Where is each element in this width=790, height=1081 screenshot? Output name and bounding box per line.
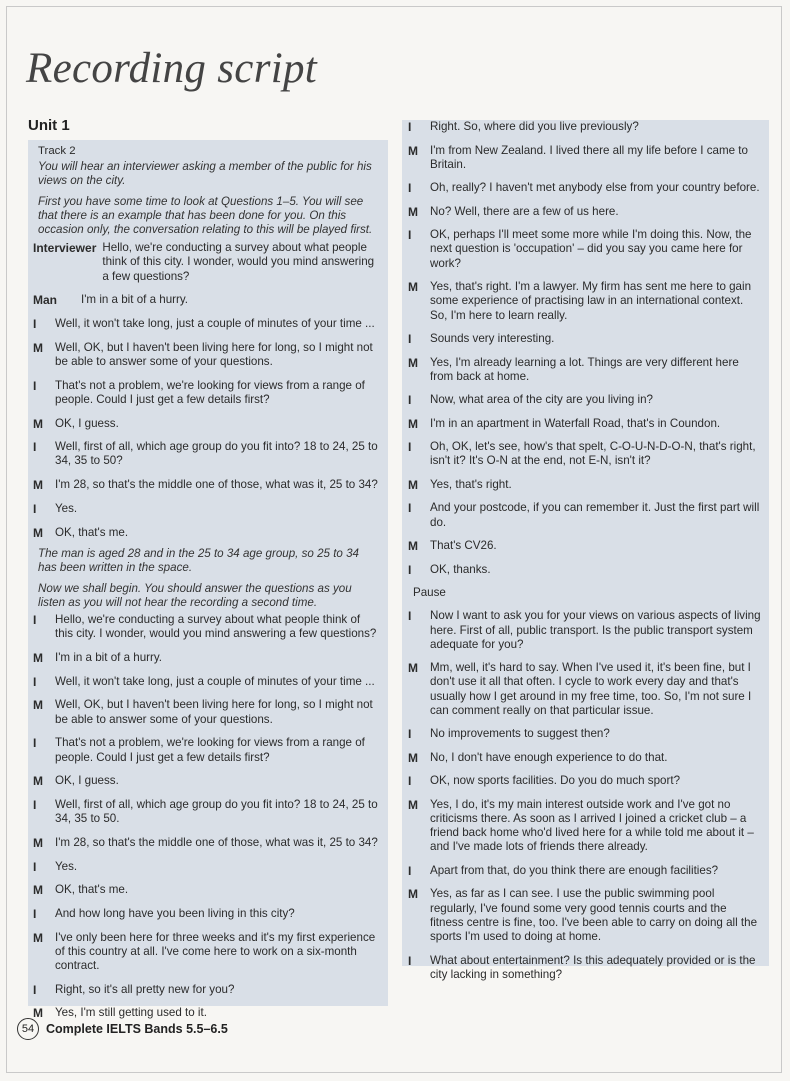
- speaker-label: I: [408, 727, 412, 742]
- page-footer: [17, 1018, 228, 1040]
- dialogue-text: Well, it won't take long, just a couple of minutes of your time ...: [55, 317, 375, 331]
- track-label: Track 2: [38, 145, 76, 157]
- dialogue-text: OK, now sports facilities. Do you do much sport?: [430, 774, 681, 788]
- dialogue-line: [33, 341, 380, 369]
- speaker-label: I: [408, 953, 412, 968]
- dialogue-text: I've only been here for three weeks and it's my first experience of this country at all. I've come here to work on a six-month contract.: [55, 930, 376, 973]
- dialogue-text: Hello, we're conducting a survey about what people think of this city. I wonder, would you mind answering a few questions?: [102, 241, 375, 283]
- dialogue-text: Oh, really? I haven't met anybody else from your country before.: [430, 181, 760, 195]
- dialogue-text: That's CV26.: [430, 539, 497, 553]
- dialogue-line: [33, 698, 380, 726]
- speaker-label: Man: [33, 293, 57, 308]
- dialogue-line: [33, 440, 380, 468]
- dialogue-text: Right, so it's all pretty new for you?: [55, 982, 235, 996]
- dialogue-text: Well, OK, but I haven't been living here for long, so I might not be able to answer some of your questions.: [55, 698, 373, 726]
- speaker-label: I: [408, 774, 412, 789]
- speaker-label: M: [33, 416, 43, 431]
- speaker-label: I: [33, 674, 37, 689]
- dialogue-block: [408, 120, 763, 577]
- dialogue-line: [408, 609, 763, 652]
- dialogue-line: [33, 983, 380, 997]
- dialogue-block: [408, 609, 763, 982]
- speaker-label: I: [408, 120, 412, 134]
- dialogue-line: [408, 751, 763, 765]
- speaker-label: M: [408, 539, 418, 554]
- dialogue-text: Yes, I'm already learning a lot. Things are very different here from back at home.: [430, 355, 739, 383]
- dialogue-line: [408, 798, 763, 855]
- page-title: Recording script: [26, 45, 318, 92]
- dialogue-line: [408, 864, 763, 878]
- dialogue-line: [33, 651, 380, 665]
- speaker-label: I: [33, 378, 37, 393]
- dialogue-text: OK, I guess.: [55, 416, 119, 430]
- dialogue-text: Well, it won't take long, just a couple of minutes of your time ...: [55, 674, 375, 688]
- dialogue-text: Yes, I'm still getting used to it.: [55, 1006, 207, 1020]
- dialogue-line: [33, 836, 380, 850]
- dialogue-text: I'm 28, so that's the middle one of those, what was it, 25 to 34?: [55, 835, 378, 849]
- dialogue-line: [408, 393, 763, 407]
- speaker-label: M: [33, 883, 43, 898]
- dialogue-text: I'm in a bit of a hurry.: [55, 650, 163, 664]
- dialogue-line: [33, 860, 380, 874]
- dialogue-text: And how long have you been living in this city?: [55, 906, 295, 920]
- speaker-label: I: [408, 332, 412, 347]
- speaker-label: I: [33, 906, 37, 921]
- speaker-label: M: [33, 525, 43, 540]
- speaker-label: I: [33, 859, 37, 874]
- dialogue-text: That's not a problem, we're looking for views from a range of people. Could I just get a few details first?: [55, 736, 365, 764]
- dialogue-line: [33, 502, 380, 516]
- speaker-label: M: [408, 204, 418, 219]
- dialogue-line: [408, 440, 763, 468]
- intro-note: First you have some time to look at Questions 1–5. You will see that there is an example that has been done for you. On this occasion only, the conversation relating to this will be played first.: [38, 194, 373, 237]
- dialogue-line: [408, 727, 763, 741]
- dialogue-line: [33, 293, 380, 307]
- dialogue-text: Yes, as far as I can see. I use the public swimming pool regularly, I've found some very good tennis courts and the fitness centre is fine, too. I've been able to carry on doing all the sports I'm used to doing at home.: [430, 887, 758, 944]
- speaker-label: I: [33, 501, 37, 516]
- dialogue-text: OK, that's me.: [55, 525, 129, 539]
- dialogue-text: Yes, I do, it's my main interest outside work and I've got no criticisms there. As soon as I arrived I joined a cricket club – a friend back home who'd lived here for a while told me about it – and I've made lots of friends there already.: [430, 797, 754, 854]
- page-number: 54: [17, 1018, 39, 1040]
- dialogue-text: And your postcode, if you can remember it. Just the first part will do.: [430, 501, 760, 529]
- speaker-label: M: [408, 416, 418, 431]
- dialogue-line: [33, 241, 380, 284]
- mid-note: Now we shall begin. You should answer the questions as you listen as you will not hear the recording a second time.: [38, 581, 352, 609]
- dialogue-line: [408, 280, 763, 323]
- dialogue-line: [408, 181, 763, 195]
- unit-heading: Unit 1: [28, 117, 70, 134]
- dialogue-line: [408, 563, 763, 577]
- speaker-label: M: [408, 661, 418, 676]
- dialogue-text: OK, thanks.: [430, 562, 491, 576]
- dialogue-text: Well, OK, but I haven't been living here for long, so I might not be able to answer some of your questions.: [55, 340, 373, 368]
- dialogue-line: [33, 736, 380, 764]
- dialogue-text: OK, I guess.: [55, 774, 119, 788]
- dialogue-text: No, I don't have enough experience to do that.: [430, 750, 668, 764]
- pause-label: Pause: [413, 586, 446, 600]
- speaker-label: I: [408, 562, 412, 577]
- dialogue-text: Apart from that, do you think there are enough facilities?: [430, 863, 719, 877]
- dialogue-text: I'm in an apartment in Waterfall Road, that's in Coundon.: [430, 416, 721, 430]
- speaker-label: I: [408, 181, 412, 196]
- speaker-label: M: [408, 280, 418, 295]
- speaker-label: Interviewer: [33, 241, 97, 256]
- dialogue-text: OK, perhaps I'll meet some more while I'm doing this. Now, the next question is 'occupation' – did you say you came here for work?: [430, 228, 752, 270]
- intro-note: You will hear an interviewer asking a member of the public for his views on the city.: [38, 160, 372, 188]
- speaker-label: M: [408, 477, 418, 492]
- dialogue-line: [408, 954, 763, 982]
- dialogue-text: I'm in a bit of a hurry.: [81, 293, 189, 307]
- speaker-label: I: [33, 613, 37, 628]
- speaker-label: I: [33, 440, 37, 455]
- speaker-label: M: [408, 797, 418, 812]
- speaker-label: I: [408, 228, 412, 243]
- speaker-label: I: [408, 440, 412, 455]
- dialogue-text: I'm from New Zealand. I lived there all my life before I came to Britain.: [430, 143, 748, 171]
- dialogue-line: [33, 379, 380, 407]
- speaker-label: M: [33, 1006, 43, 1021]
- dialogue-line: [408, 144, 763, 172]
- speaker-label: M: [33, 650, 43, 665]
- speaker-label: I: [408, 501, 412, 516]
- dialogue-text: Well, first of all, which age group do you fit into? 18 to 24, 25 to 34, 35 to 50.: [55, 797, 378, 826]
- dialogue-text: Now, what area of the city are you living in?: [430, 393, 653, 407]
- speaker-label: I: [33, 317, 37, 332]
- dialogue-text: Yes.: [55, 859, 78, 873]
- speaker-label: I: [408, 609, 412, 624]
- dialogue-line: [33, 613, 380, 641]
- dialogue-line: [408, 478, 763, 492]
- speaker-label: I: [33, 982, 37, 997]
- dialogue-text: What about entertainment? Is this adequately provided or is the city lacking in something?: [430, 953, 756, 981]
- speaker-label: I: [408, 863, 412, 878]
- dialogue-line: [33, 417, 380, 431]
- speaker-label: M: [33, 930, 43, 945]
- speaker-label: M: [408, 355, 418, 370]
- dialogue-text: Sounds very interesting.: [430, 332, 555, 346]
- dialogue-line: [408, 356, 763, 384]
- speaker-label: M: [408, 143, 418, 158]
- dialogue-text: Yes, that's right.: [430, 477, 512, 491]
- dialogue-line: [408, 501, 763, 529]
- speaker-label: M: [33, 478, 43, 493]
- dialogue-text: Mm, well, it's hard to say. When I've used it, it's been fine, but I don't use it all that often. I cycle to work every day and that's usually how I get around in my free time, too. So, I'm not sure I can comment really on that particular issue.: [430, 661, 752, 717]
- speaker-label: I: [408, 393, 412, 408]
- speaker-label: M: [408, 887, 418, 902]
- dialogue-line: [33, 675, 380, 689]
- dialogue-text: I'm 28, so that's the middle one of those, what was it, 25 to 34?: [55, 478, 378, 492]
- dialogue-line: [408, 228, 763, 271]
- dialogue-line: [33, 798, 380, 826]
- dialogue-line: [33, 478, 380, 492]
- speaker-label: M: [408, 750, 418, 765]
- dialogue-line: [33, 907, 380, 921]
- dialogue-line: [408, 120, 763, 134]
- dialogue-line: [33, 526, 380, 540]
- dialogue-text: Right. So, where did you live previously?: [430, 120, 639, 133]
- speaker-label: I: [33, 736, 37, 751]
- speaker-label: M: [33, 835, 43, 850]
- speaker-label: M: [33, 774, 43, 789]
- dialogue-text: No improvements to suggest then?: [430, 727, 610, 741]
- speaker-label: M: [33, 340, 43, 355]
- dialogue-text: Hello, we're conducting a survey about what people think of this city. I wonder, would you mind answering a few questions?: [55, 613, 377, 641]
- right-column: [402, 120, 769, 981]
- dialogue-block: [33, 613, 380, 1021]
- dialogue-line: [33, 317, 380, 331]
- dialogue-text: Now I want to ask you for your views on various aspects of living here. First of all, public transport. Is the public transport system adequate for you?: [430, 609, 761, 651]
- dialogue-text: That's not a problem, we're looking for views from a range of people. Could I just get a few details first?: [55, 378, 365, 406]
- dialogue-block: [33, 241, 380, 540]
- dialogue-line: [408, 332, 763, 346]
- dialogue-text: Yes.: [55, 501, 78, 515]
- dialogue-line: [408, 417, 763, 431]
- book-title: Complete IELTS Bands 5.5–6.5: [46, 1022, 228, 1036]
- dialogue-line: [408, 661, 763, 718]
- dialogue-line: [33, 774, 380, 788]
- speaker-label: I: [33, 797, 37, 812]
- mid-note: The man is aged 28 and in the 25 to 34 age group, so 25 to 34 has been written in the space.: [38, 547, 359, 575]
- dialogue-text: Yes, that's right. I'm a lawyer. My firm has sent me here to gain some experience of practising law in an international context. So, I'm here to learn really.: [430, 280, 752, 322]
- dialogue-line: [408, 774, 763, 788]
- dialogue-text: OK, that's me.: [55, 883, 129, 897]
- dialogue-line: [33, 931, 380, 974]
- dialogue-text: No? Well, there are a few of us here.: [430, 204, 619, 218]
- dialogue-line: [408, 205, 763, 219]
- dialogue-text: Oh, OK, let's see, how's that spelt, C-O-U-N-D-O-N, that's right, isn't it? It's O-N at the end, not E-N, isn't it?: [430, 440, 756, 468]
- dialogue-text: Well, first of all, which age group do you fit into? 18 to 24, 25 to 34, 35 to 50?: [55, 440, 378, 468]
- dialogue-line: [408, 539, 763, 553]
- speaker-label: M: [33, 698, 43, 713]
- left-column: [28, 140, 388, 1021]
- dialogue-line: [33, 883, 380, 897]
- dialogue-line: [408, 887, 763, 944]
